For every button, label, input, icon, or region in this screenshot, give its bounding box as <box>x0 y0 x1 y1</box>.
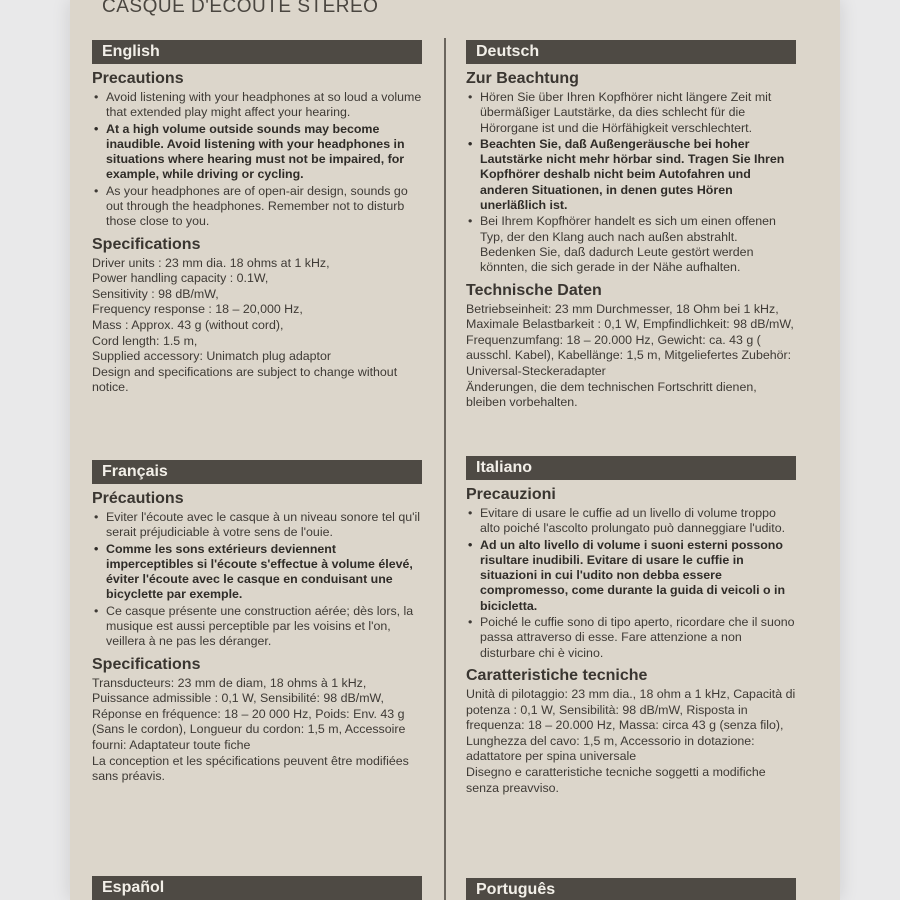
specifications-heading: Technische Daten <box>466 281 602 299</box>
spec-paragraph: Unità di pilotaggio: 23 mm dia., 18 ohm a 1 kHz, Capacità di potenza : 0,1 W, Sensibilità: 98 dB/mW, Risposta in frequenza: 18 – 20.000 Hz, Massa: circa 43 g (senza filo), Lunghezza del cavo: 1,5 m, Accessorio in dotazione: adattatore per spina universale <box>466 686 796 764</box>
precaution-item: • At a high volume outside sounds may become inaudible. Avoid listening with your headphones in situations where hearing must not be impaired, for example, while driving or cycling. <box>92 122 422 183</box>
deutsch-section <box>466 40 796 411</box>
precautions-list <box>92 510 422 650</box>
page-title: CASQUE D'ECOUTE STEREO <box>102 0 379 17</box>
spec-paragraph: Disegno e caratteristiche tecniche soggetti a modifiche senza preavviso. <box>466 764 766 795</box>
specifications-heading: Caratteristiche tecniche <box>466 666 648 684</box>
spec-line: Frequency response : 18 – 20,000 Hz, <box>92 302 303 317</box>
spec-line: Design and specifications are subject to change without notice. <box>92 364 398 395</box>
precautions-list <box>466 506 796 661</box>
precautions-heading: Precautions <box>92 70 184 87</box>
spec-paragraph: La conception et les spécifications peuvent être modifiées sans préavis. <box>92 753 409 784</box>
francais-section <box>92 460 422 785</box>
precaution-item: • Ad un alto livello di volume i suoni esterni possono risultare inudibili. Evitare di usare le cuffie in situazioni in cui l'udito non debba essere compromesso, come durante la guida di veicoli o in bicicletta. <box>466 538 796 614</box>
instruction-sheet <box>70 0 840 900</box>
precautions-heading: Précautions <box>92 490 184 507</box>
precaution-item: • Beachten Sie, daß Außengeräusche bei hoher Lautstärke nicht mehr hörbar sind. Tragen Sie Ihren Kopfhörer deshalb nicht beim Autofahren und anderen Situationen, in denen gutes Hören unerläßlich ist. <box>466 137 796 213</box>
precaution-item: • Eviter l'écoute avec le casque à un niveau sonore tel qu'il serait préjudiciable à votre sens de l'ouie. <box>92 510 422 541</box>
spec-line: Supplied accessory: Unimatch plug adaptor <box>92 349 331 364</box>
lang-header-english: English <box>92 40 422 64</box>
spec-line: Driver units : 23 mm dia. 18 ohms at 1 kHz, <box>92 255 330 270</box>
specifications-heading: Specifications <box>92 235 201 253</box>
portugues-section <box>466 878 796 900</box>
precaution-item: • Evitare di usare le cuffie ad un livello di volume troppo alto poiché l'ascolto prolungato può danneggiare l'udito. <box>466 506 796 537</box>
precautions-heading: Zur Beachtung <box>466 70 579 87</box>
spec-line: Power handling capacity : 0.1W, <box>92 271 269 286</box>
italiano-section <box>466 456 796 796</box>
lang-header-francais: Français <box>92 460 422 484</box>
spec-line: Cord length: 1.5 m, <box>92 333 198 348</box>
precaution-item: • As your headphones are of open-air design, sounds go out through the headphones. Remember not to disturb those close to you. <box>92 184 422 230</box>
spec-paragraph: Transducteurs: 23 mm de diam, 18 ohms à 1 kHz, Puissance admissible : 0,1 W, Sensibilité: 98 dB/mW, Réponse en fréquence: 18 – 20 000 Hz, Poids: Env. 43 g (Sans le cordon), Longueur du cordon: 1,5 m, Accessoire fourni: Adaptateur toute fiche <box>92 675 406 753</box>
precaution-item: • Hören Sie über Ihren Kopfhörer nicht längere Zeit mit übermäßiger Lautstärke, da dies schlecht für die Hörorgane ist und die Hörfähigkeit verschlechtert. <box>466 90 796 136</box>
spec-line: Sensitivity : 98 dB/mW, <box>92 286 219 301</box>
precaution-item: • Ce casque présente une construction aérée; dès lors, la musique est aussi perceptible par les voisins et l'on, veillera à ne pas les déranger. <box>92 604 422 650</box>
espanol-section <box>92 876 422 900</box>
specifications-heading: Specifications <box>92 655 201 673</box>
spec-line: Mass : Approx. 43 g (without cord), <box>92 318 284 333</box>
lang-header-deutsch: Deutsch <box>466 40 796 64</box>
precaution-item: • Avoid listening with your headphones at so loud a volume that extended play might affect your hearing. <box>92 90 422 121</box>
spec-paragraph: Änderungen, die dem technischen Fortschritt dienen, bleiben vorbehalten. <box>466 379 757 410</box>
column-divider <box>444 38 446 900</box>
lang-header-italiano: Italiano <box>466 456 796 480</box>
precaution-item: • Poiché le cuffie sono di tipo aperto, ricordare che il suono passa attraverso di esse. Fare attenzione a non disturbare chi è vicino. <box>466 615 796 661</box>
lang-header-portugues: Português <box>466 878 796 900</box>
english-section <box>92 40 422 396</box>
lang-header-espanol: Español <box>92 876 422 900</box>
precautions-list <box>466 90 796 276</box>
precautions-list <box>92 90 422 230</box>
precaution-item: • Comme les sons extérieurs deviennent imperceptibles si l'écoute s'effectue à volume élevé, éviter l'écoute avec le casque en conduisant une bicyclette par exemple. <box>92 542 422 603</box>
precaution-item: • Bei Ihrem Kopfhörer handelt es sich um einen offenen Typ, der den Klang auch nach außen abstrahlt. Bedenken Sie, daß dadurch Leute gestört werden könnten, die sich gerade in der Nähe aufhalten. <box>466 214 796 275</box>
precautions-heading: Precauzioni <box>466 486 556 503</box>
spec-paragraph: Betriebseinheit: 23 mm Durchmesser, 18 Ohm bei 1 kHz, Maximale Belastbarkeit : 0,1 W, Empfindlichkeit: 98 dB/mW, Frequenzumfang: 18 – 20.000 Hz, Gewicht: ca. 43 g ( ausschl. Kabel), Kabellänge: 1,5 m, Mitgeliefertes Zubehör: Universal-Steckeradapter <box>466 301 794 378</box>
